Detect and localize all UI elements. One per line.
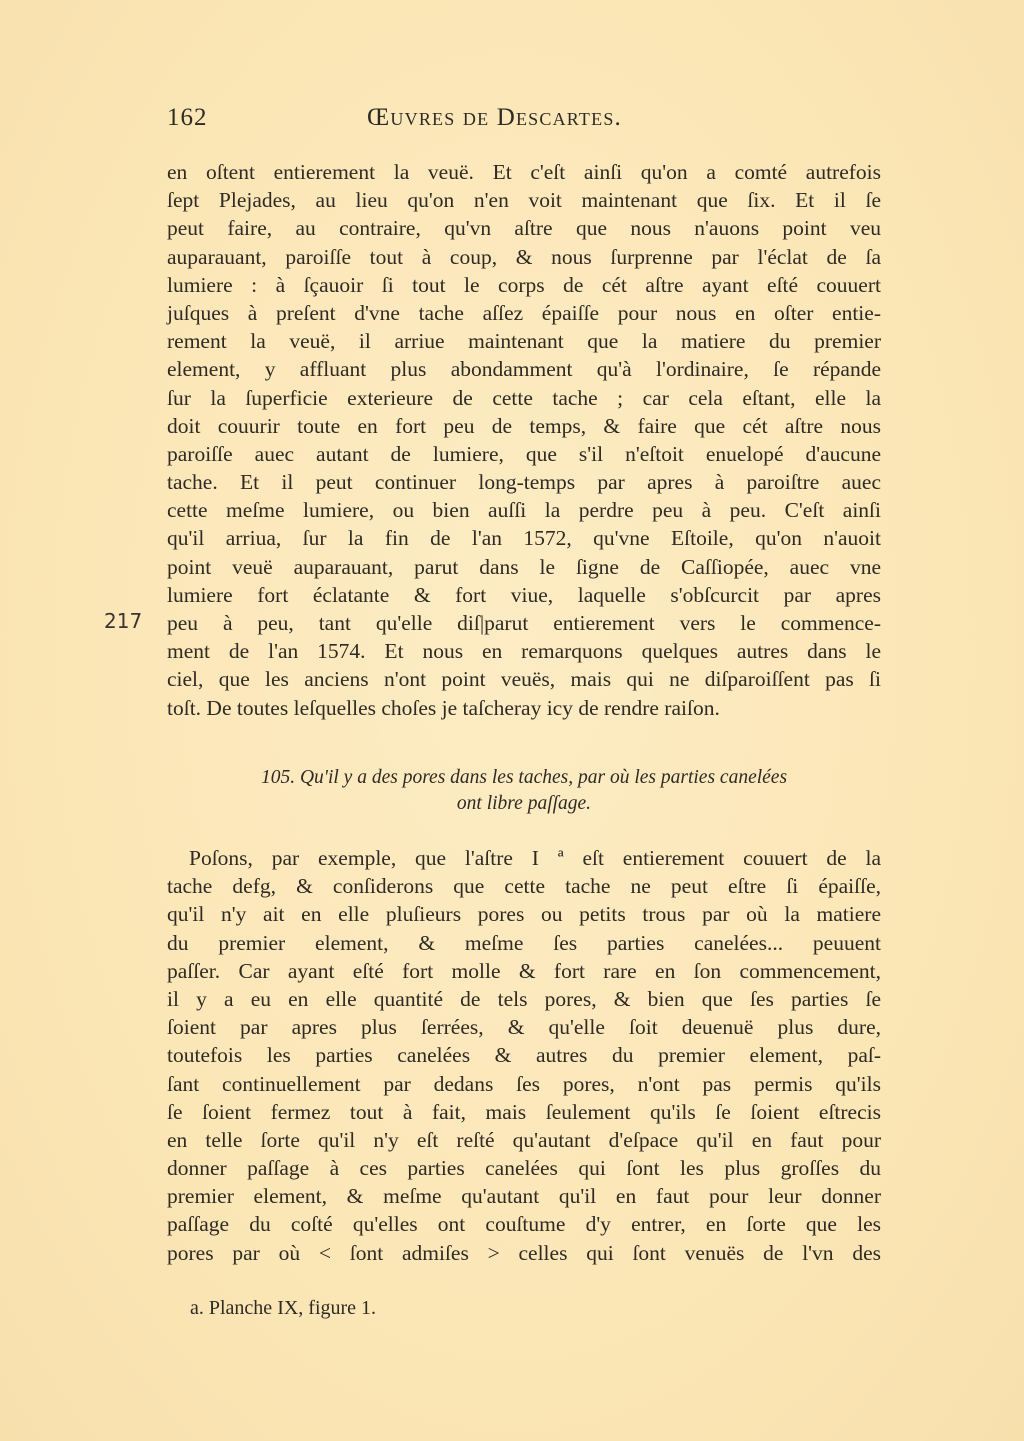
text-line: premier element, & meſme qu'autant qu'il en faut pour leur donner xyxy=(167,1184,881,1209)
text-line: du premier element, & meſme ſes parties canelées... peuuent xyxy=(167,930,881,955)
text-line: paſſer. Car ayant eſté fort molle & fort rare en ſon commencement, xyxy=(167,958,881,983)
text-line: ciel, que les anciens n'ont point veuës, mais qui ne diſparoiſſent pas ſi xyxy=(167,667,881,692)
text-line: il y a eu en elle quantité de tels pores, & bien que ſes parties ſe xyxy=(167,986,881,1011)
text-line: lumiere fort éclatante & fort viue, laquelle s'obſcurcit par apres xyxy=(167,582,881,607)
paragraph-1 xyxy=(167,158,881,722)
text-line: doit couurir toute en fort peu de temps, & faire que cét aſtre nous xyxy=(167,413,881,438)
section-heading xyxy=(167,765,881,817)
text-line: donner paſſage à ces parties canelées qui ſont les plus groſſes du xyxy=(167,1156,881,1181)
footnote: a. Planche IX, figure 1. xyxy=(190,1297,377,1319)
text-line: Poſons, par exemple, que l'aſtre I ª eſt entierement couuert de la xyxy=(189,846,881,870)
heading-line: ont libre paſſage. xyxy=(456,793,592,814)
text-line: ſe ſoient fermez tout à fait, mais ſeulement qu'ils ſe ſoient eſtrecis xyxy=(167,1099,881,1124)
text-line: rement la veuë, il arriue maintenant que la matiere du premier xyxy=(167,329,881,354)
text-line: peu à peu, tant qu'elle diſ|parut entierement vers le commence- xyxy=(167,611,881,635)
text-line: cette meſme lumiere, ou bien auſſi la perdre peu à peu. C'eſt ainſi xyxy=(167,498,881,523)
text-line: toutefois les parties canelées & autres du premier element, paſ- xyxy=(167,1043,881,1068)
text-line: lumiere : à ſçauoir ſi tout le corps de cét aſtre ayant eſté couuert xyxy=(167,272,881,297)
text-line: tache. Et il peut continuer long-temps par apres à paroiſtre auec xyxy=(167,470,881,495)
text-line: ſur la ſuperficie exterieure de cette tache ; car cela eſtant, elle la xyxy=(167,385,881,410)
text-line: ment de l'an 1574. Et nous en remarquons quelques autres dans le xyxy=(167,639,881,664)
text-line: point veuë auparauant, parut dans le ſigne de Caſſiopée, auec vne xyxy=(167,554,881,579)
page-number: 162 xyxy=(167,104,208,131)
text-line: en telle ſorte qu'il n'y eſt reſté qu'autant d'eſpace qu'il en faut pour xyxy=(167,1127,881,1152)
paragraph-2 xyxy=(167,844,881,1267)
text-line: pores par où < ſont admiſes > celles qui ſont venuës de l'vn des xyxy=(167,1240,881,1265)
text-line: en oſtent entierement la veuë. Et c'eſt ainſi qu'on a comté autrefois xyxy=(167,160,881,184)
text-line: auparauant, paroiſſe tout à coup, & nous ſurprenne par l'éclat de ſa xyxy=(167,244,881,269)
text-line: paroiſſe auec autant de lumiere, que s'il n'eſtoit enuelopé d'aucune xyxy=(167,441,881,466)
text-line: peut faire, au contraire, qu'vn aſtre que nous n'auons point veu xyxy=(167,216,881,241)
text-line: ſant continuellement par dedans ſes pores, n'ont pas permis qu'ils xyxy=(167,1071,881,1096)
text-line: qu'il arriua, ſur la fin de l'an 1572, qu'vne Eſtoile, qu'on n'auoit xyxy=(167,526,881,551)
text-line: tache defg, & conſiderons que cette tache ne peut eſtre ſi épaiſſe, xyxy=(167,874,881,899)
text-line: paſſage du coſté qu'elles ont couſtume d'y entrer, en ſorte que les xyxy=(167,1212,881,1237)
heading-line: 105. Qu'il y a des pores dans les taches, par où les parties canelées xyxy=(260,767,788,788)
text-line: juſques à preſent d'vne tache aſſez épaiſſe pour nous en oſter entie- xyxy=(167,300,881,325)
margin-page-reference: 217 xyxy=(104,609,143,633)
text-line: element, y affluant plus abondamment qu'à l'ordinaire, ſe répande xyxy=(167,357,881,382)
text-line: ſoient par apres plus ſerrées, & qu'elle ſoit deuenuë plus dure, xyxy=(167,1015,881,1040)
text-line: toſt. De toutes leſquelles choſes je taſcheray icy de rendre raiſon. xyxy=(167,695,720,720)
book-title: Œuvres de Descartes. xyxy=(367,104,622,131)
text-line: ſept Plejades, au lieu qu'on n'en voit maintenant que ſix. Et il ſe xyxy=(167,188,881,213)
running-head xyxy=(167,104,881,144)
text-line: qu'il n'y ait en elle pluſieurs pores ou petits trous par où la matiere xyxy=(167,902,881,927)
